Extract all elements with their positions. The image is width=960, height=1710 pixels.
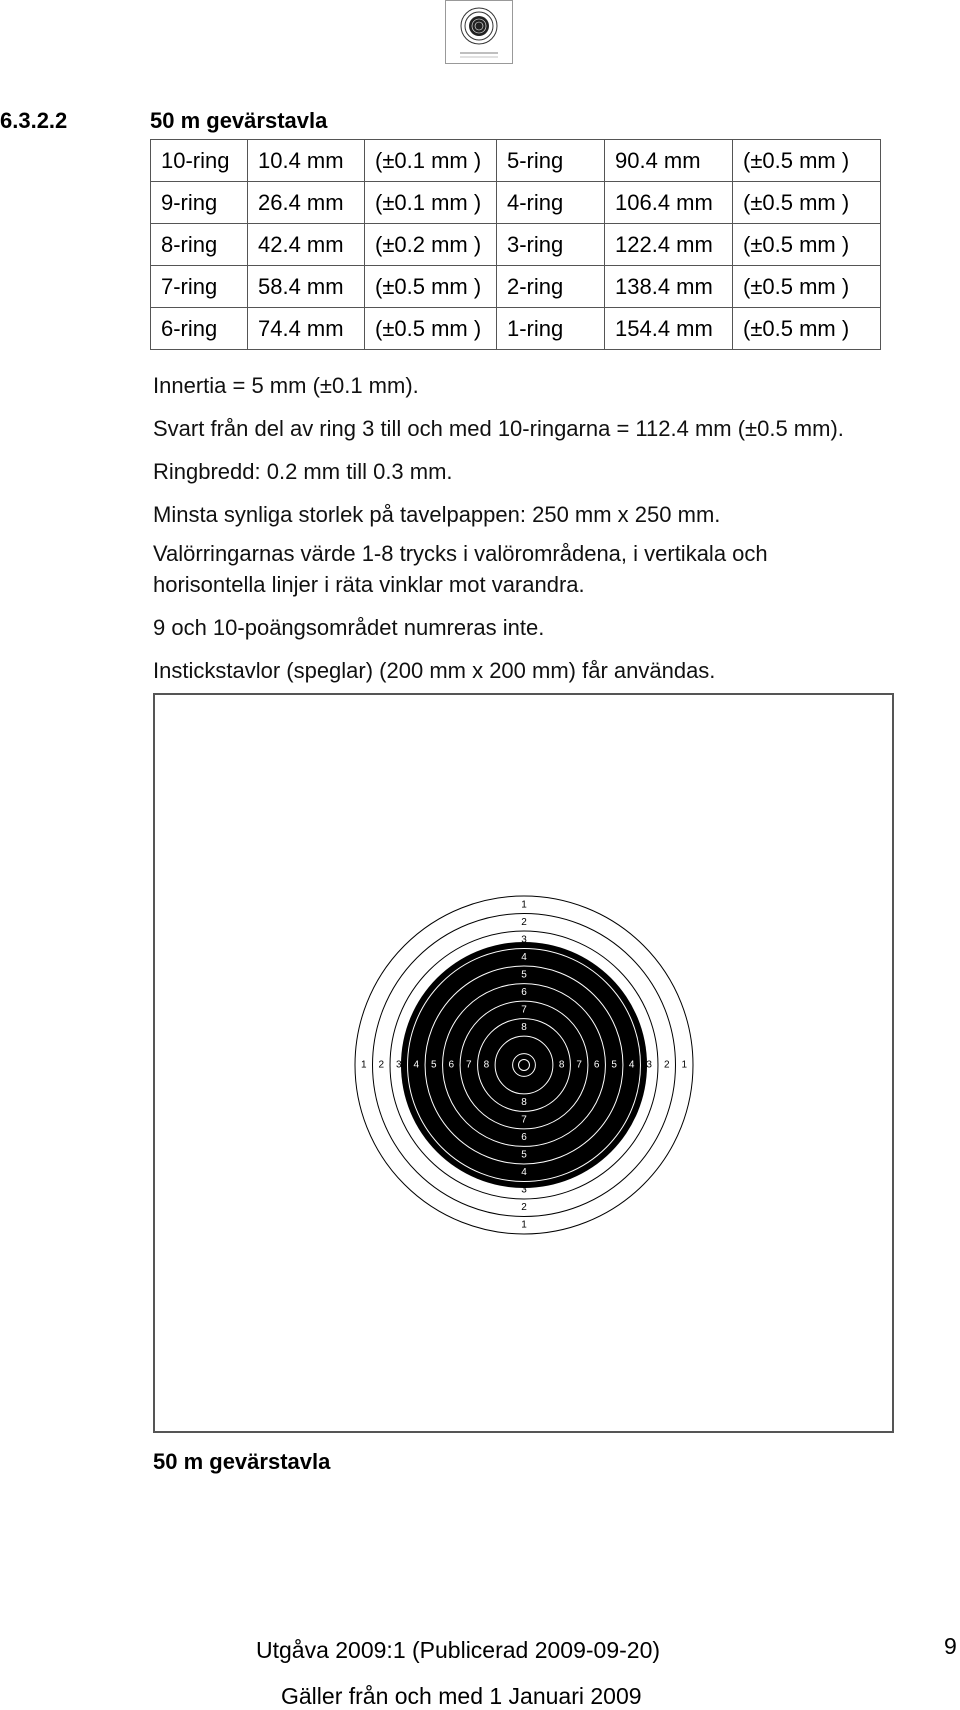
label-right-7: 7 [576,1059,582,1071]
label-top-2: 2 [521,916,527,928]
label-left-7: 7 [466,1059,472,1071]
innertia-text: Innertia = 5 mm (±0.1 mm). [153,373,419,398]
logo-target-icon [445,0,513,64]
table-cell: 6-ring [151,308,248,350]
values-text-line2: horisontella linjer i räta vinklar mot varandra. [153,572,585,597]
label-left-8: 8 [483,1059,490,1071]
label-bottom-4: 4 [521,1167,527,1179]
section-number: 6.3.2.2 [0,108,68,133]
section-title: 50 m gevärstavla [150,108,328,133]
label-left-4: 4 [413,1059,420,1071]
label-top-4: 4 [521,951,527,963]
ring-width-text: Ringbredd: 0.2 mm till 0.3 mm. [153,459,453,484]
table-cell: (±0.1 mm ) [365,182,497,224]
table-row [151,140,881,182]
label-right-4: 4 [628,1059,635,1071]
table-cell: (±0.2 mm ) [365,224,497,266]
table-cell: (±0.5 mm ) [733,308,881,350]
target-figure [155,695,892,1431]
label-bottom-5: 5 [521,1149,527,1161]
table-cell: 58.4 mm [248,266,365,308]
label-bottom-1: 1 [521,1219,527,1231]
table-cell: 1-ring [497,308,605,350]
footer-publication: Utgåva 2009:1 (Publicerad 2009-09-20) [256,1637,661,1663]
label-left-6: 6 [448,1059,455,1071]
table-cell: (±0.5 mm ) [733,140,881,182]
no-number-text: 9 och 10-poängsområdet numreras inte. [153,615,545,640]
label-right-1: 1 [681,1059,688,1071]
table-cell: 3-ring [497,224,605,266]
table-cell: 138.4 mm [605,266,733,308]
label-top-8: 8 [521,1021,527,1033]
table-cell: 8-ring [151,224,248,266]
table-cell: 2-ring [497,266,605,308]
values-text-line1: Valörringarnas värde 1-8 trycks i valörområdena, i vertikala och [153,541,768,566]
label-top-5: 5 [521,969,527,981]
table-row [151,266,881,308]
label-left-3: 3 [396,1059,402,1071]
table-cell: (±0.5 mm ) [733,224,881,266]
table-cell: 42.4 mm [248,224,365,266]
label-top-3: 3 [521,934,527,946]
label-right-6: 6 [593,1059,600,1071]
table-cell: 4-ring [497,182,605,224]
page-number: 9 [944,1633,957,1659]
table-row [151,182,881,224]
figure-caption: 50 m gevärstavla [153,1449,331,1474]
label-left-1: 1 [360,1059,367,1071]
ring-dimension-table [150,139,881,350]
table-cell: (±0.5 mm ) [733,182,881,224]
table-cell: (±0.5 mm ) [733,266,881,308]
table-cell: 5-ring [497,140,605,182]
table-cell: 10-ring [151,140,248,182]
table-cell: 7-ring [151,266,248,308]
table-cell: (±0.1 mm ) [365,140,497,182]
table-cell: 106.4 mm [605,182,733,224]
table-row [151,308,881,350]
label-bottom-2: 2 [521,1202,527,1214]
table-cell: 90.4 mm [605,140,733,182]
table-cell: 74.4 mm [248,308,365,350]
label-right-8: 8 [558,1059,565,1071]
table-cell: 10.4 mm [248,140,365,182]
logo-target-svg [446,1,512,63]
label-right-3: 3 [646,1059,652,1071]
label-top-1: 1 [521,899,527,911]
label-right-2: 2 [663,1059,670,1071]
table-cell: (±0.5 mm ) [365,308,497,350]
table-cell: 122.4 mm [605,224,733,266]
label-right-5: 5 [611,1059,617,1071]
table-cell: 9-ring [151,182,248,224]
label-bottom-8: 8 [521,1097,527,1109]
black-area-text: Svart från del av ring 3 till och med 10-ringarna = 112.4 mm (±0.5 mm). [153,416,844,441]
label-bottom-3: 3 [521,1184,527,1196]
label-top-6: 6 [521,986,527,998]
label-left-5: 5 [431,1059,437,1071]
label-left-2: 2 [378,1059,385,1071]
table-row [151,224,881,266]
label-bottom-7: 7 [521,1114,527,1126]
table-cell: (±0.5 mm ) [365,266,497,308]
insert-text: Instickstavlor (speglar) (200 mm x 200 mm) får användas. [153,658,716,683]
footer-valid-from: Gäller från och med 1 Januari 2009 [281,1683,642,1709]
table-cell: 154.4 mm [605,308,733,350]
label-top-7: 7 [521,1004,527,1016]
target-frame [153,693,894,1433]
table-cell: 26.4 mm [248,182,365,224]
min-size-text: Minsta synliga storlek på tavelpappen: 250 mm x 250 mm. [153,502,721,527]
label-bottom-6: 6 [521,1132,527,1144]
